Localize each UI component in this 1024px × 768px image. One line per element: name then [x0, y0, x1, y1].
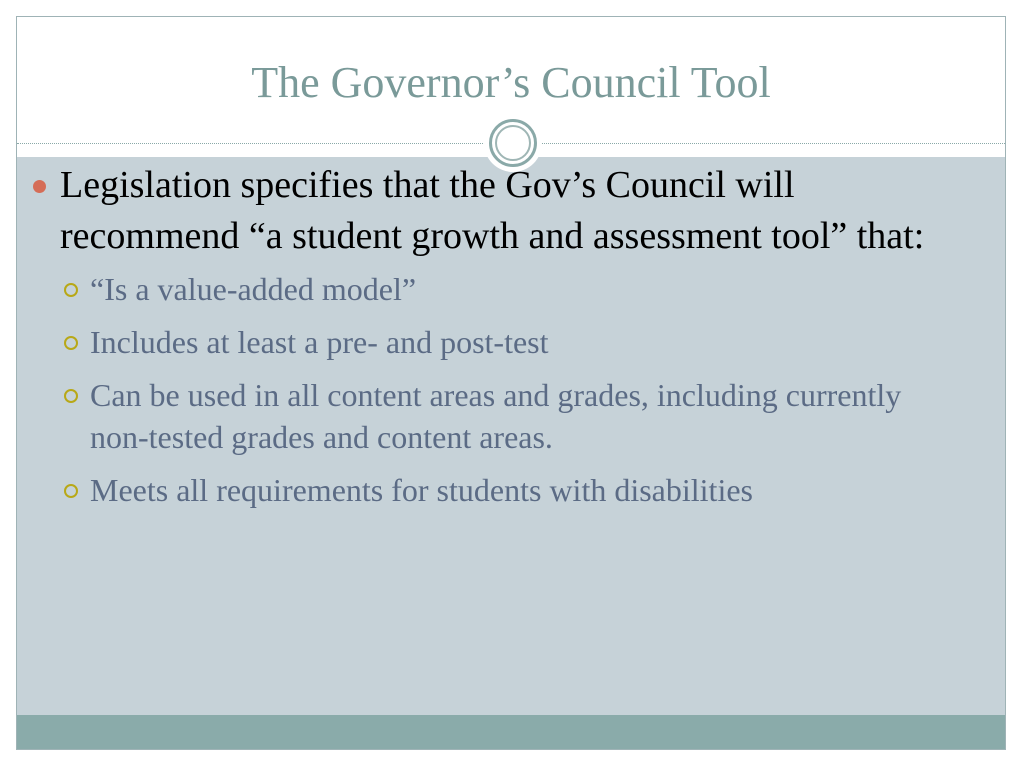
- hollow-circle-bullet-icon: [64, 336, 78, 350]
- main-bullet-text: Legislation specifies that the Gov’s Council will recommend “a student growth and assessment tool” that:: [60, 164, 925, 257]
- sub-bullet-text: Can be used in all content areas and grades, including currently non-tested grades and content areas.: [90, 377, 902, 455]
- filled-circle-bullet-icon: [33, 180, 46, 193]
- footer-band: [17, 715, 1005, 749]
- sub-bullet-item: [30, 268, 950, 310]
- slide-body: [30, 160, 950, 522]
- sub-bullet-text: “Is a value-added model”: [90, 271, 417, 307]
- sub-bullet-text: Includes at least a pre- and post-test: [90, 324, 549, 360]
- hollow-circle-bullet-icon: [64, 389, 78, 403]
- main-bullet-item: [30, 160, 950, 262]
- ornament-inner-ring: [495, 125, 531, 161]
- hollow-circle-bullet-icon: [64, 283, 78, 297]
- sub-bullet-item: [30, 374, 950, 458]
- sub-bullet-list: [30, 268, 950, 511]
- sub-bullet-item: [30, 321, 950, 363]
- sub-bullet-item: [30, 469, 950, 511]
- hollow-circle-bullet-icon: [64, 484, 78, 498]
- slide-title: The Governor’s Council Tool: [251, 58, 771, 107]
- sub-bullet-text: Meets all requirements for students with disabilities: [90, 472, 753, 508]
